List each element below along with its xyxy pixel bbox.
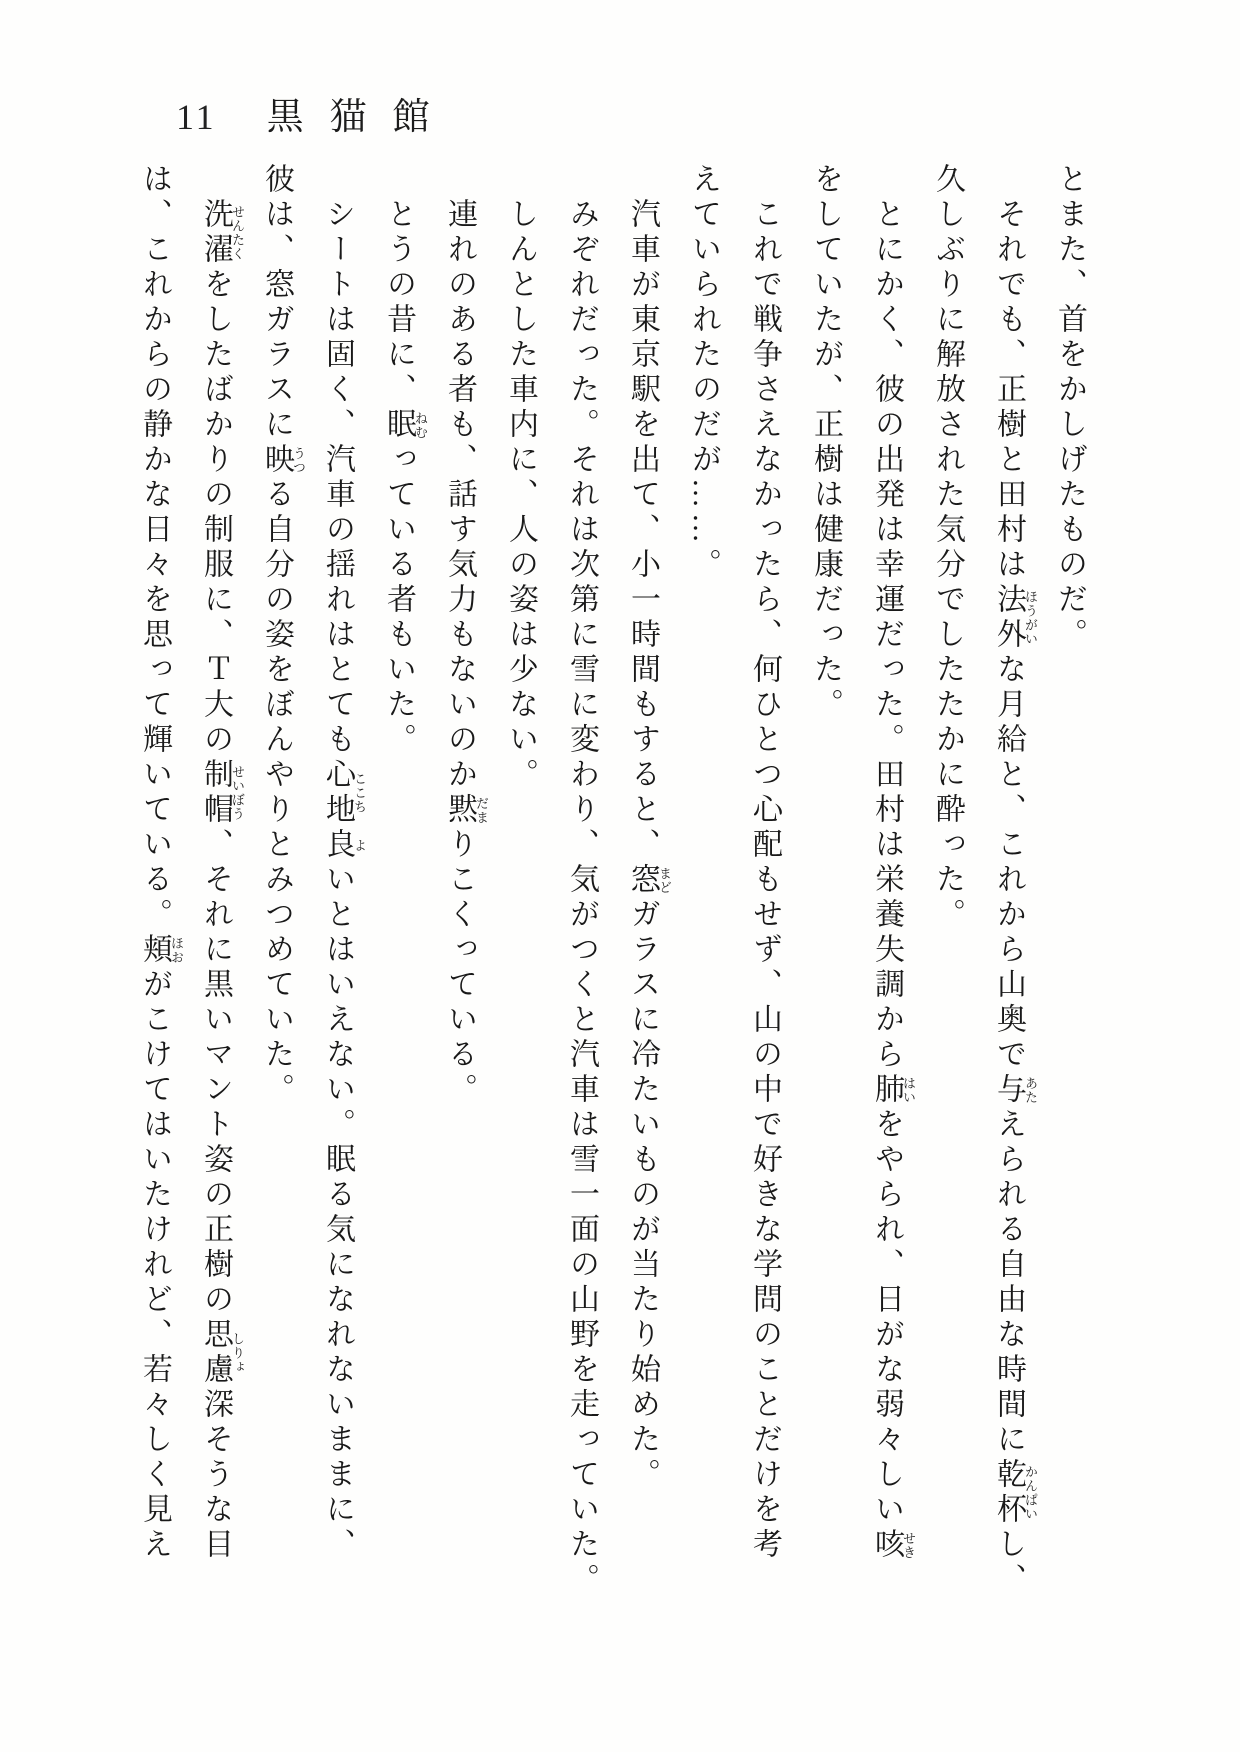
furigana-ruby: 肺はい [870, 1073, 916, 1108]
text-line: 彼は、窓ガラスに映うつる自分の姿をぼんやりとみつめていた。 [260, 163, 306, 1108]
furigana-ruby: 窓まど [626, 863, 672, 898]
text-line: えていられたのだが……。 [687, 163, 720, 583]
text-line: とまた、首をかしげたものだ。 [1053, 163, 1086, 653]
text-line: これで戦争さえなかったら、何ひとつ心配もせず、山の中で好きな学問のことだけを考 [748, 198, 781, 1563]
text-line: 洗濯せんたくをしたばかりの制服に、Ｔ大の制帽せいぼう、それに黒いマント姿の正樹の思慮しりょ深そうな目 [199, 198, 245, 1563]
furigana-ruby: 映うつ [260, 443, 306, 478]
text-block [124, 163, 1100, 1611]
furigana-ruby: 思慮しりょ [199, 1318, 245, 1388]
furigana-ruby: 良よ [321, 828, 367, 863]
furigana-ruby: 制帽せいぼう [199, 758, 245, 828]
text-line: それでも、正樹と田村は法外ほうがいな月給と、これから山奥で与あたえられる自由な時間に乾杯かんぱいし、 [992, 198, 1038, 1598]
text-line: しんとした車内に、人の姿は少ない。 [504, 198, 537, 793]
furigana-ruby: 与あた [992, 1073, 1038, 1108]
furigana-ruby: 乾杯かんぱい [992, 1458, 1038, 1528]
text-line: 久しぶりに解放された気分でしたたかに酔った。 [931, 163, 964, 933]
furigana-ruby: 咳せき [870, 1528, 916, 1563]
text-line: 汽車が東京駅を出て、小一時間もすると、窓まどガラスに冷たいものが当たり始めた。 [626, 198, 672, 1493]
page-title: 黒猫館 [266, 97, 456, 138]
furigana-ruby: 法外ほうがい [992, 583, 1038, 653]
furigana-ruby: 心地ここち [321, 758, 367, 828]
text-line: は、これからの静かな日々を思って輝いている。頬ほおがこけてはいたけれど、若々しく見え [138, 163, 184, 1563]
furigana-ruby: 洗濯せんたく [199, 198, 245, 268]
text-line: とうの昔に、眠ねむっている者もいた。 [382, 198, 428, 758]
text-line: をしていたが、正樹は健康だった。 [809, 163, 842, 723]
text-line: シートは固く、汽車の揺れはとても心地ここち良よいとはいえない。眠る気になれないままに、 [321, 198, 367, 1563]
furigana-ruby: 眠ねむ [382, 408, 428, 443]
page-header [176, 86, 456, 140]
text-line: みぞれだった。それは次第に雪に変わり、気がつくと汽車は雪一面の山野を走っていた。 [565, 198, 598, 1598]
furigana-ruby: 頬ほお [138, 933, 184, 968]
furigana-ruby: 黙だま [443, 793, 489, 828]
text-line: とにかく、彼の出発は幸運だった。田村は栄養失調から肺はいをやられ、日がな弱々しい咳せき [870, 198, 916, 1563]
page-number: 11 [176, 97, 217, 137]
text-line: 連れのある者も、話す気力もないのか黙だまりこくっている。 [443, 198, 489, 1108]
